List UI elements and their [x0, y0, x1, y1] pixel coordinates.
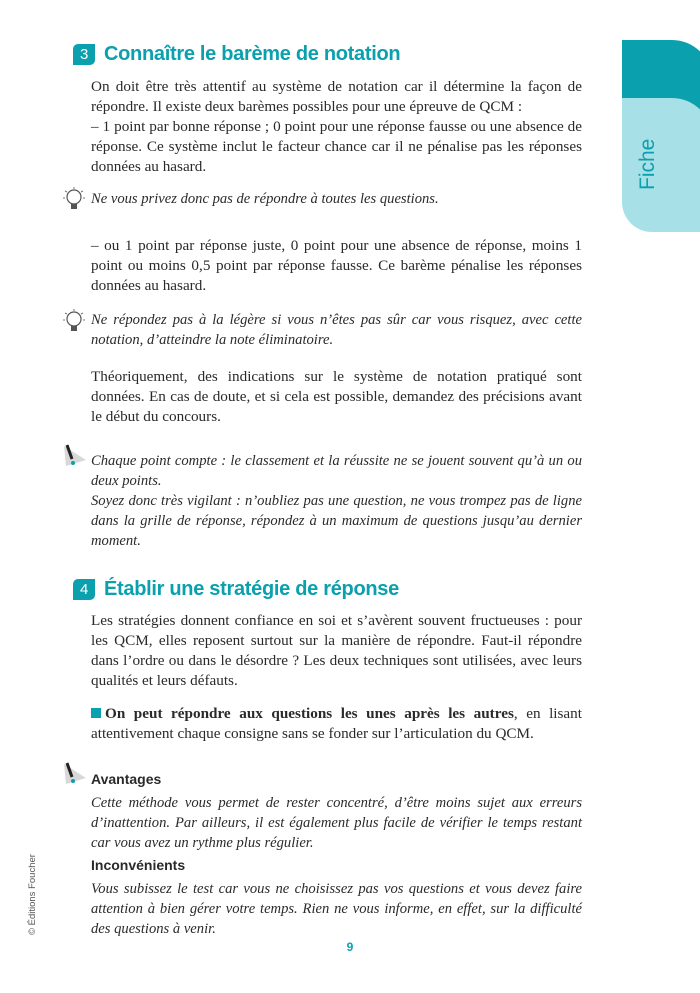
copyright: © Éditions Foucher: [27, 854, 38, 935]
section-title: Établir une stratégie de réponse: [104, 578, 399, 600]
section-title: Connaître le barème de notation: [104, 43, 401, 65]
bullet-paragraph: [91, 704, 582, 744]
paragraph: Les stratégies donnent confiance en soi et s’avèrent souvent fructueuses : pour les QCM, elles reposent surtout sur la manière de répondre. Faut-il répondre dans l’ordre ou dans le désordre ? Les deux techniques sont utilisées, avec leurs qualités et leurs défauts.: [91, 612, 582, 689]
paragraph: – ou 1 point par réponse juste, 0 point pour une absence de réponse, moins 1 point ou moins 0,5 point par réponse fausse. Ce barème pénalise les réponses données au hasard.: [91, 237, 582, 294]
square-bullet-icon: [91, 708, 101, 718]
section-4-heading: [73, 578, 399, 601]
page-number: 9: [346, 940, 354, 954]
advantages-text: Cette méthode vous permet de rester concentré, d’être moins sujet aux erreurs d’inattention. Par ailleurs, il est également plus facile de vérifier le temps restant car vous avez un rythme plus régulier.: [91, 795, 582, 851]
bullet-text: , en lisant attentivement chaque consigne sans se fonder sur l’articulation du QCM.: [91, 705, 582, 742]
tip-text: Ne vous privez donc pas de répondre à toutes les questions.: [91, 191, 439, 207]
paragraph: – 1 point par bonne réponse ; 0 point pour une réponse fausse ou une absence de réponse. Ce système inclut le facteur chance car il ne pénalise pas les réponses données au hasard.: [91, 118, 582, 175]
note-line: Chaque point compte : le classement et la réussite ne se jouent souvent qu’à un ou deux points.: [91, 453, 582, 489]
fiche-tab-label: Fiche: [636, 138, 659, 190]
note-line: Soyez donc très vigilant : n’oubliez pas une question, ne vous trompez pas de ligne dans la grille de réponse, répondez à un maximum de questions jusqu’au dernier moment.: [91, 493, 582, 549]
tip-text: Ne répondez pas à la légère si vous n’êtes pas sûr car vous risquez, avec cette notation, d’atteindre la note éliminatoire.: [91, 312, 582, 348]
disadvantages-heading: Inconvénients: [91, 857, 186, 873]
warning-text: [91, 451, 582, 551]
paragraph: On doit être très attentif au système de notation car il détermine la façon de répondre. Il existe deux barèmes possibles pour une épreuve de QCM :: [91, 78, 582, 115]
warning-marker-icon: [62, 444, 88, 470]
section-number-badge: 3: [73, 44, 95, 65]
disadvantages-text: Vous subissez le test car vous ne choisissez pas vos questions et vous devez faire attention à bien gérer votre temps. Rien ne vous informe, en effet, sur la difficulté des questions à venir.: [91, 881, 582, 937]
fiche-tab: [622, 98, 700, 232]
section-number-badge: 4: [73, 579, 95, 600]
bullet-bold: On peut répondre aux questions les unes après les autres: [105, 705, 514, 722]
lightbulb-icon: [62, 308, 86, 336]
advantages-heading: Avantages: [91, 771, 162, 787]
paragraph: Théoriquement, des indications sur le système de notation pratiqué sont données. En cas de doute, et si cela est possible, demandez des précisions avant le début du concours.: [91, 368, 582, 425]
warning-marker-icon: [62, 762, 88, 788]
section-3-heading: [73, 43, 400, 66]
lightbulb-icon: [62, 186, 86, 214]
